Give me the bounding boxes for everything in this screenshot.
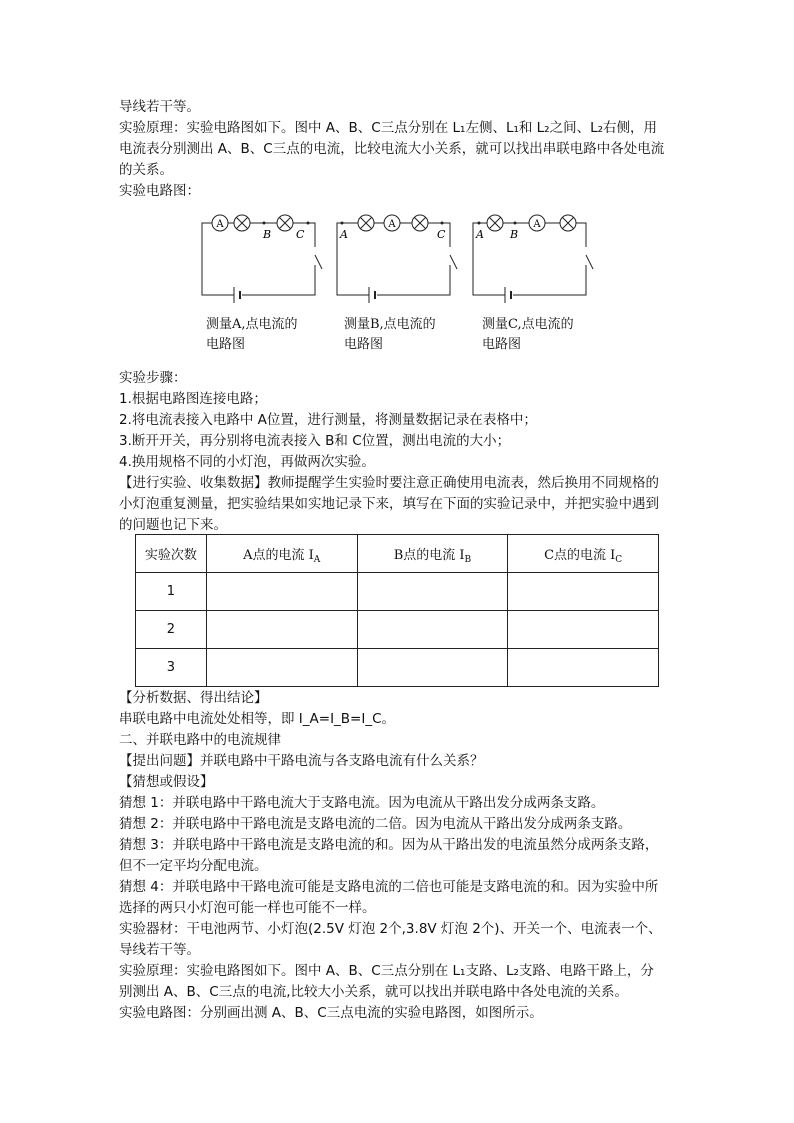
point-label-b: B	[510, 228, 519, 241]
collect-line-3: 的问题也记下来。	[119, 517, 227, 533]
ammeter-icon	[529, 215, 545, 231]
table-row	[136, 649, 659, 687]
step-item: 3.断开开关，再分别将电流表接入 B和 C位置，测出电流的大小；	[119, 433, 511, 449]
diagram-label: 实验电路图：	[119, 183, 200, 199]
table-cell[interactable]	[206, 611, 357, 649]
lamp-icon	[560, 215, 576, 231]
collect-line-1: 【进行实验、收集数据】教师提醒学生实验时要注意正确使用电流表，然后换用不同规格的	[119, 475, 659, 491]
table-cell[interactable]	[508, 611, 659, 649]
point-label-c: C	[296, 228, 305, 241]
point-label-a: A	[476, 228, 484, 241]
parallel-principle-line-1: 实验原理：实验电路图如下。图中 A、B、C三点分别在 L₁支路、L₂支路、电路干路上，分	[119, 963, 654, 979]
guess-4-line-1: 猜想 4：并联电路中干路电流可能是支路电流的二倍也可能是支路电流的和。因为实验中所	[119, 879, 659, 895]
circuit-svg: A B C A C A B	[190, 205, 610, 315]
lamp-icon	[234, 215, 250, 231]
step-item: 1.根据电路图连接电路；	[119, 391, 267, 407]
ammeter-icon	[384, 215, 400, 231]
intro-line: 导线若干等。	[119, 99, 200, 115]
table-header: 实验次数	[136, 535, 207, 573]
equipment-line-1: 实验器材：干电池两节、小灯泡(2.5V 灯泡 2个,3.8V 灯泡 2个)、开关一个、电流表一个、	[119, 921, 662, 937]
collect-line-2: 小灯泡重复测量，把实验结果如实地记录下来，填写在下面的实验记录中，并把实验中遇到	[119, 496, 659, 512]
lamp-icon	[277, 215, 293, 231]
table-cell[interactable]	[357, 649, 508, 687]
table-cell: 2	[136, 611, 207, 649]
switch-icon	[315, 255, 322, 269]
table-cell[interactable]	[206, 649, 357, 687]
circuit-b	[337, 215, 457, 303]
guess-2: 猜想 2：并联电路中干路电流是支路电流的二倍。因为电流从干路出发分成两条支路。	[119, 816, 632, 832]
steps-title: 实验步骤：	[119, 370, 187, 386]
guess-3-line-1: 猜想 3：并联电路中干路电流是支路电流的和。因为从干路出发的电流虽然分成两条支路，	[119, 837, 659, 853]
parallel-principle-line-2: 别测出 A、B、C三点的电流,比较大小关系，就可以找出并联电路中各处电流的关系。	[119, 984, 629, 1000]
series-circuit-diagrams	[186, 201, 610, 365]
table-cell: 1	[136, 573, 207, 611]
parallel-diagram-line: 实验电路图：分别画出测 A、B、C三点电流的实验电路图，如图所示。	[119, 1005, 543, 1021]
parallel-title: 二、并联电路中的电流规律	[119, 732, 281, 748]
point-label-a: A	[340, 228, 348, 241]
guess-1: 猜想 1：并联电路中干路电流大于支路电流。因为电流从干路出发分成两条支路。	[119, 795, 605, 811]
table-header-row	[136, 535, 659, 573]
principle-line-1: 实验原理：实验电路图如下。图中 A、B、C三点分别在 L₁左侧、L₁和 L₂之间、L₂右侧，用	[119, 120, 658, 136]
table-header: C点的电流 $I_C$	[508, 535, 659, 573]
principle-line-2: 电流表分别测出 A、B、C三点的电流，比较电流大小关系，就可以找出串联电路中各处电流	[119, 141, 665, 157]
circuit-a	[202, 215, 322, 303]
circuit-caption-a: 测量A,点电流的 电路图	[206, 317, 298, 352]
table-row	[136, 611, 659, 649]
circuit-caption-b: 测量B,点电流的 电路图	[344, 317, 436, 352]
equipment-line-2: 导线若干等。	[119, 942, 200, 958]
point-label-b: B	[263, 228, 272, 241]
switch-icon	[450, 255, 457, 269]
table-cell[interactable]	[508, 573, 659, 611]
step-item: 2.将电流表接入电路中 A位置，进行测量，将测量数据记录在表格中；	[119, 412, 537, 428]
point-label-c: C	[437, 228, 446, 241]
guess-3-line-2: 但不一定平均分配电流。	[119, 858, 268, 874]
analysis-title: 【分析数据、得出结论】	[119, 690, 268, 706]
switch-icon	[586, 255, 593, 269]
lamp-icon	[412, 215, 428, 231]
step-item: 4.换用规格不同的小灯泡，再做两次实验。	[119, 454, 375, 470]
lamp-icon	[487, 215, 503, 231]
lamp-icon	[358, 215, 374, 231]
guess-4-line-2: 选择的两只小灯泡可能一样也可能不一样。	[119, 900, 376, 916]
table-header: A点的电流 $I_A$	[206, 535, 357, 573]
table-header: B点的电流 $I_B$	[357, 535, 508, 573]
hypothesis-title: 【猜想或假设】	[119, 774, 214, 790]
circuit-c	[473, 215, 593, 303]
table-cell: 3	[136, 649, 207, 687]
table-cell[interactable]	[206, 573, 357, 611]
data-table	[135, 534, 659, 687]
analysis-conclusion: 串联电路中电流处处相等，即 I_A=I_B=I_C。	[119, 711, 396, 727]
table-cell[interactable]	[357, 573, 508, 611]
table-cell[interactable]	[508, 649, 659, 687]
parallel-question: 【提出问题】并联电路中干路电流与各支路电流有什么关系？	[119, 753, 484, 769]
table-row	[136, 573, 659, 611]
circuit-caption-c: 测量C,点电流的 电路图	[482, 317, 574, 352]
ammeter-icon	[212, 215, 228, 231]
principle-line-3: 的关系。	[119, 162, 173, 178]
table-cell[interactable]	[357, 611, 508, 649]
